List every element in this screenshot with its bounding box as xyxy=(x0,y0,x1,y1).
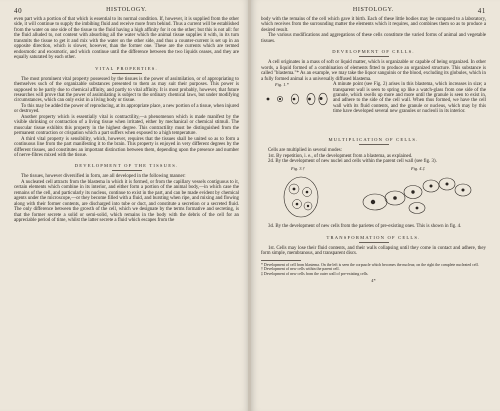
cells-paragraph-1: A cell originates in a mass of soft or liquid matter, which is organizable or capable of being organized. In other words, a liquid formed of a combination of elements fitted to produce an organized structure. This substance is called "blastema."* As an example, we may take the liquor sanguinis or the blood, excluding its globules, which in a fully formed animal is a universally diffused blastema. xyxy=(261,60,486,82)
section-heading-multiplication: MULTIPLICATION OF CELLS. xyxy=(261,137,486,145)
figures-3-4-block xyxy=(261,166,486,222)
multiplication-paragraph-4: 3d. By the development of new cells from the parietes of pre-existing ones. This is shown in fig. 4. xyxy=(268,224,462,230)
intro-paragraph: even part with a portion of that which is essential to its normal condition. If, however, it is supplied from the other side, it will continue to supply the imbibing fluid and receive more from behind. Thus a current will be established from the water on one side of the tissue to the fluid having a high affinity for it on the other; but this is not all: for the fluid alluded to, not content with absorbing all the water which the animal tissue supplies it with, in its turn transmits the tissue to get it and mix with the water on the other side, and thus a counter-current is set up in an opposite direction, which is slower, however, than the former one. These are the currents which are termed endosmotic and exosmotic, and which continue until the difference between the two liquids ceases, and they are equally saturated by each other. xyxy=(14,17,239,61)
right-intro-paragraph-2: The various modifications and aggregations of these cells constitute the varied forms of animal and vegetable tissues. xyxy=(261,33,486,44)
footnote-divider xyxy=(261,260,301,261)
page-number-left: 40 xyxy=(14,7,23,15)
running-head-right: HISTOLOGY. xyxy=(352,7,394,13)
left-page-header xyxy=(14,7,239,15)
left-page xyxy=(0,0,249,411)
figure-1-block xyxy=(261,82,486,129)
footnote-2: † Development of new cells within the parent cell. xyxy=(261,267,340,272)
cells-paragraph-2: A minute point (see Fig. 2) arises in this blastema, which increases in size; a transparent wall is seen to spring up like a watch-glass from one side of the granule, which swells up more and more until the granule is seen to exist in, and adhere to the side of the cell wall. When thus formed, we have the cell wall with its fluid contents, and the granule or nucleus, which may by this time have developed several new granules or nucleoli in its interior. xyxy=(333,82,486,115)
footnote-1: * Development of cell from blastema. On the left is seen the corpuscle which becomes the nucleus; on the right the complete nucleated cell. xyxy=(261,262,479,267)
figure-1-cell-illustration xyxy=(263,92,329,106)
right-page-header xyxy=(261,7,486,15)
vital-paragraph-4: A third vital property is sensibility, which, however, requires that the tissues shall be united so as to form a continuous line from the part manifesting it to the brain. This property is enjoyed in very different degrees by the different tissues, and constitutes an important distinction between them, depending upon the presence and number of nerve-fibres mixed with the tissue. xyxy=(14,136,239,158)
development-paragraph-2: A nucleated cell attracts from the blastema in which it is formed, or from the capillary vessels contiguous to it, certain elements which combine in its interior, and either form a portion of the animal body,—in which case the remains of the cell, and particularly its nucleus, continue to exist in the part, and can be made evident by chemical agents under the microscope,—or they become filled with a fluid, and bursting when ripe, and mixing and flowing along with their former contents, are discharged into tube or duct, and constitute a secretion or a secreted fluid. The only difference between the growth of the cell, which we designate by the terms formative and secreting, is that the former secrete a solid or semi-solid, which remains in the body with the debris of the cell for an appreciable period of time, whilst the latter secrete a fluid which escapes from the xyxy=(14,179,239,224)
footnote-3: ‡ Development of new cells from the outer wall of pre-existing cells. xyxy=(261,271,369,276)
figure-1-label: Fig. 1.* xyxy=(275,82,289,88)
multiplication-paragraph-3: 2d. By the development of new nuclei and cells within the parent cell wall (see fig. 3). xyxy=(268,158,437,164)
figure-3-parent-cell-illustration xyxy=(279,174,323,220)
section-heading-transformation: TRANSFORMATION OF CELLS. xyxy=(261,235,486,243)
development-paragraph-1: The tissues, however diversified in form, are all developed in the following manner: xyxy=(21,174,186,180)
section-heading-development: DEVELOPMENT OF THE TISSUES. xyxy=(14,163,239,171)
right-page xyxy=(251,0,500,411)
vital-paragraph-2: To this may be added the power of reproducing, at its appropriate place, a new portion of a tissue, when injured or destroyed. xyxy=(14,103,239,115)
section-heading-vital-properties: VITAL PROPERTIES. xyxy=(14,66,239,74)
vital-paragraph-1: The most prominent vital property possessed by the tissues is the power of assimilation, or of appropriating to themselves such of the organizable substances presented to them as may suit their purposes. This power is supposed to be partly due to chemical affinity, and partly to vital affinity. It is most probably, however, that future researches will prove that the power of assimilating is subject to the ordinary chemical laws, but under modifying circumstances, which can only exist in a living body or tissue. xyxy=(14,76,239,104)
page-number-right: 41 xyxy=(477,7,486,15)
multiplication-paragraph-1: Cells are multiplied in several modes: xyxy=(268,148,343,154)
figure-3-label: Fig. 3.† xyxy=(291,166,305,172)
figure-4-label: Fig. 4.‡ xyxy=(411,166,425,172)
vital-paragraph-3: Another property which is essentially vital is contractility,—a phenomenon which is made manifest by the visible shrinking or contraction of a living tissue when irritated, either by mechanical or chemical stimuli. The muscular tissue exhibits this property in the highest degree. This contractility must be distinguished from the permanent contraction or crispation which a part suffers when exposed to a high temperature. xyxy=(14,114,239,137)
printer-signature: 4* xyxy=(371,277,376,283)
transformation-paragraph-1: 1st. Cells may lose their fluid contents, and their walls collapsing until they come in contact and adhere, they form simple, membranous, and transparent discs. xyxy=(261,245,486,257)
section-heading-development-of-cells: DEVELOPMENT OF CELLS. xyxy=(261,49,486,57)
figure-4-budding-cells-illustration xyxy=(357,174,485,220)
right-intro-paragraph: body with the remains of the cell which gave it birth. Each of these little bodies may be compared to a laboratory, which receives from the surrounding matter the elements which it requires, and combines them so as to produce a desired result. xyxy=(261,17,486,33)
running-head-left: HISTOLOGY. xyxy=(106,7,148,13)
multiplication-paragraph-2: 1st. By repetition, i. e., of the development from a blastema, as explained. xyxy=(268,153,413,159)
